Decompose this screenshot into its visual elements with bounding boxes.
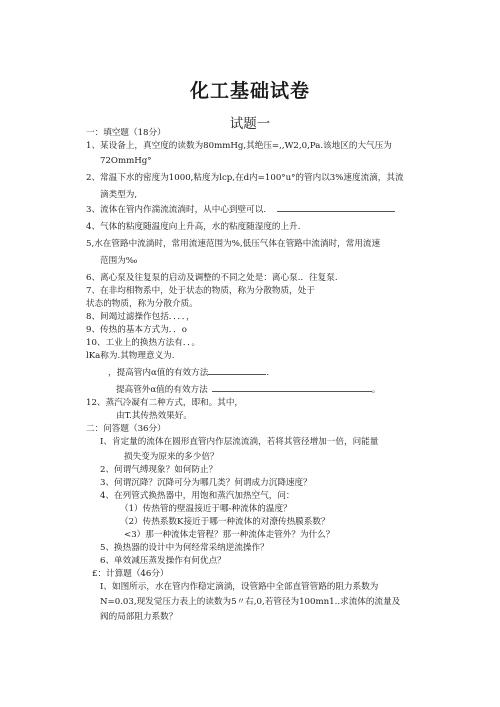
- s1-q5-line2: 范围为‰: [100, 256, 138, 266]
- s3-q1-line1: I、如图所示，水在管内作稳定滴淌，设管路中全部直管管路的阻力系数为: [100, 582, 379, 592]
- s1-q8: 8、间竭过滤操作包括．．．．，: [86, 312, 195, 322]
- s2-q2: 2、何谓气缚现象？如何防止？: [100, 465, 218, 475]
- section3-heading: £：计算题（46分）: [92, 569, 169, 579]
- s1-q1-line1: 1、某设备上，真空度的读数为80mmHg,其绝压=,,W2,0,Pa.该地区的大气压为: [86, 141, 392, 151]
- s1-q7-line2: 状态的物质，称为分散介质。: [86, 299, 198, 309]
- s2-q4: 4、在列管式换热器中，用饱和蒸汽加热空气，问：: [100, 491, 295, 501]
- s1-q11-outer-end: 。: [371, 385, 381, 395]
- s2-q4-sub3: <3）那一种流体走管程？那一种流体走管外？为什么？: [124, 530, 335, 540]
- s2-q4-sub1: （1）传热管的壁温接近于哪-种流体的温度？: [120, 504, 292, 514]
- s3-q1-line2: N=0.03,现发觉压力表上的读数为5〃右,0,若管径为100mn1..求流体的流量及: [100, 597, 401, 607]
- s2-q1-line2: 损失变为原来的多少倍？: [124, 452, 219, 462]
- s1-q11-inner-text: ，提高管内α值的有效方法: [108, 368, 209, 378]
- s1-q7-line1: 7、在非均相物系中，处于状态的物质，称为分散物质，处于: [86, 286, 315, 296]
- answer-blank: [277, 203, 395, 212]
- s1-q2-line1: 2、常温下水的密度为1000,粘度为lcp,在d内=100°u°的管内以3%速度流滴，其流: [86, 173, 404, 183]
- document-title: 化工基础试卷: [189, 80, 310, 102]
- s1-q3-text: 3、流体在管内作湍流流淌时，从中心到壁可以.: [86, 205, 267, 215]
- exam-body: [86, 128, 431, 622]
- s1-q11-outer-text: 提高管外α值的有效方法: [116, 385, 208, 395]
- s1-q3: [86, 203, 431, 215]
- document-subtitle: 试题一: [229, 116, 271, 132]
- s2-q5: 5、换热器的设计中为何经常采纳逆流操作？: [100, 543, 269, 553]
- s1-q12-line2: 由T.其传热效果好。: [116, 411, 192, 421]
- s3-q1-line3: 阀的局部阻力系数？: [100, 612, 178, 622]
- answer-blank: [212, 383, 372, 392]
- s1-q9: 9、传热的基本方式为．．o: [86, 325, 187, 335]
- s1-q12-line1: 12、蒸汽冷凝有二种方式，即和。其中，: [86, 398, 244, 408]
- answer-blank: [208, 366, 266, 375]
- s1-q11: lKa称为.其物理意义为.: [86, 351, 175, 361]
- section2-heading: 二：问答题（36分）: [86, 424, 166, 434]
- s1-q11-inner: ，提高管内α值的有效方法 .: [108, 368, 270, 378]
- s2-q1-line1: I、肯定量的流体在圆形直管内作层流流淌，若将其管径增加一倍，问能量: [100, 437, 379, 447]
- s1-q1-line2: 72OmmHg°: [100, 156, 152, 166]
- s1-q2-line2: 滴类型为,: [100, 190, 138, 200]
- s1-q5-line1: 5,水在管路中流淌时，常用流速范围为%,低压气体在管路中流淌时，常用流速: [86, 239, 381, 249]
- s2-q4-sub2: （2）传热系数K接近于哪一种流体的对潦传热膜系数？: [120, 517, 330, 527]
- s1-q10: 10、工业上的换热方法有．．。: [86, 338, 201, 348]
- s1-q11-outer: [86, 383, 431, 395]
- s2-q3: 3、何谓沉降？沉降可分为哪几类？何谓成力沉降速度？: [100, 478, 312, 488]
- section1-heading: 一：填空题（18分）: [86, 128, 166, 138]
- s2-q6: 6、单效减压蒸发操作有何优点？: [100, 556, 226, 566]
- s1-q6: 6、离心泵及往复泵的启动及调整的不同之处是：离心泵.．往复泵.: [86, 273, 338, 283]
- s1-q4: 4、气体的粘度随温度向上升高，水的粘度随湿度的上升.: [86, 222, 301, 232]
